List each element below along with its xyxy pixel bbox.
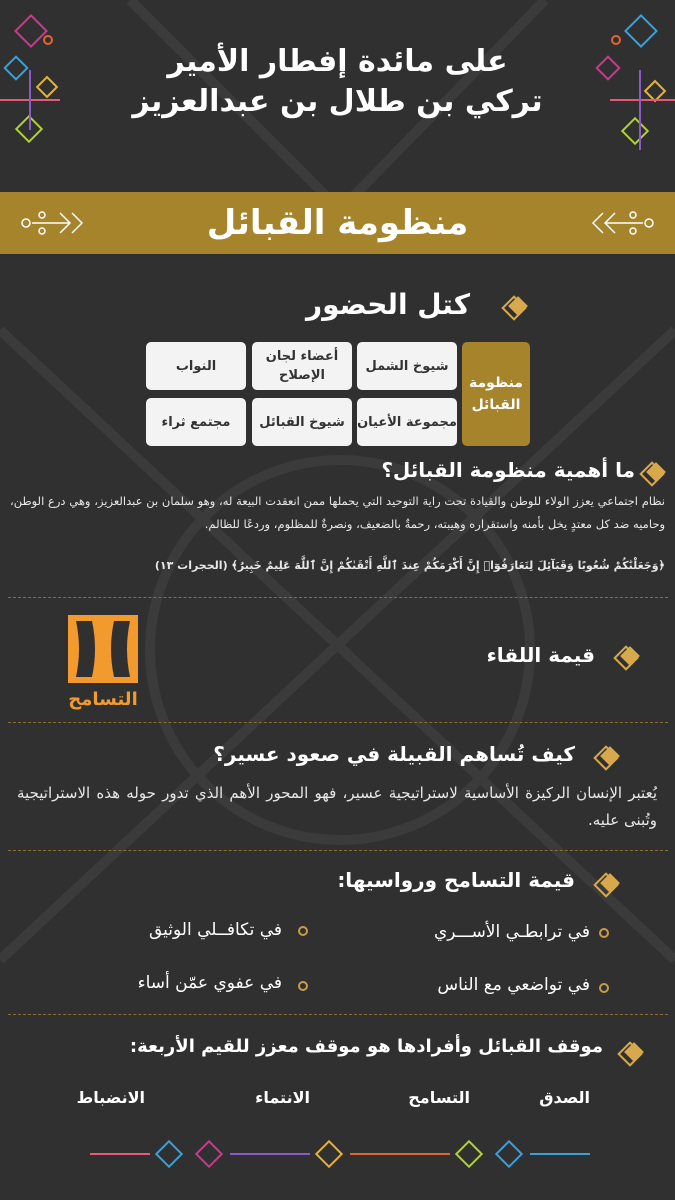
banner-title: منظومة القبائل — [206, 203, 469, 243]
tolerance-item: في تكافــلي الوثيق — [148, 920, 282, 940]
contribution-title: كيف تُساهم القبيلة في صعود عسير؟ — [213, 742, 575, 766]
title-banner — [0, 192, 675, 254]
tolerance-logo-icon — [68, 615, 138, 683]
bullet-icon — [298, 926, 308, 936]
contribution-body: يُعتبر الإنسان الركيزة الأساسية لاستراتيجية عسير، فهو المحور الأهم الذي تدور حوله هذه الاستراتيجية وتُبنى عليه. — [17, 784, 657, 829]
tolerance-logo-text: التسامح — [68, 689, 138, 710]
bullet-icon — [298, 981, 308, 991]
tolerance-item: في عفوي عمّن أساء — [137, 973, 282, 993]
quran-verse: ﴿وَجَعَلْنَٰكُمْ شُعُوبًا وَقَبَآئِلَ لِتَعَارَفُوٓا۟ إِنَّ أَكْرَمَكُمْ عِندَ ٱللَّهِ أَتْقَىٰكُمْ إِنَّ ٱللَّهَ عَلِيمٌ خَبِيرٌ﴾ (الحجرات ١٣) — [154, 559, 665, 572]
header-title — [0, 42, 675, 122]
header-line-1: على مائدة إفطار الأمير — [167, 44, 508, 79]
chip: مجتمع ثراء — [146, 398, 246, 446]
bullet-icon — [599, 928, 609, 938]
section-divider — [8, 722, 668, 723]
section-diamond-icon — [597, 746, 617, 766]
arrow-ornament-icon — [585, 205, 655, 241]
main-chip: منظومة القبائل — [462, 342, 530, 446]
section-diamond-icon — [597, 873, 617, 893]
value-item: الانضباط — [76, 1088, 145, 1107]
tolerance-item: في ترابطـي الأســـري — [433, 922, 590, 942]
section-divider — [8, 597, 668, 598]
chip: أعضاء لجان الإصلاح — [252, 342, 352, 390]
section-divider — [8, 1014, 668, 1015]
section-diamond-icon — [505, 296, 525, 316]
attendance-title: كتل الحضور — [305, 288, 470, 321]
section-diamond-icon — [621, 1042, 641, 1062]
chip: شيوخ الشمل — [357, 342, 457, 390]
importance-body: نظام اجتماعي يعزز الولاء للوطن والقيادة تحت راية التوحيد التي يحملها ممن انعقدت البيعة له، وهو سلمان بن عبدالعزيز، وهي درع الوطن، وحاميه ضد كل معتدٍ يخل بأمنه واستقراره وهيبته، رحمةٌ بالضعيف، ونصرةٌ للمظلوم، وردعًا للظالم. — [10, 494, 665, 531]
header-line-2: تركي بن طلال بن عبدالعزيز — [132, 84, 543, 119]
importance-title: ما أهمية منظومة القبائل؟ — [381, 458, 635, 482]
tolerance-logo — [68, 615, 138, 715]
bullet-icon — [599, 983, 609, 993]
section-diamond-icon — [617, 646, 637, 666]
stance-title: موقف القبائل وأفرادها هو موقف معزز للقيم الأربعة: — [129, 1036, 603, 1057]
chip: شيوخ القبائل — [252, 398, 352, 446]
meeting-value-title: قيمة اللقاء — [486, 643, 595, 667]
value-item: الصدق — [539, 1088, 590, 1107]
tolerance-title: قيمة التسامح ورواسيها: — [337, 868, 575, 892]
chip: مجموعة الأعيان — [357, 398, 457, 446]
section-diamond-icon — [643, 462, 663, 482]
chip: النواب — [146, 342, 246, 390]
value-item: التسامح — [408, 1088, 470, 1107]
section-divider — [8, 850, 668, 851]
value-item: الانتماء — [255, 1088, 310, 1107]
tolerance-item: في تواضعي مع الناس — [437, 975, 590, 995]
